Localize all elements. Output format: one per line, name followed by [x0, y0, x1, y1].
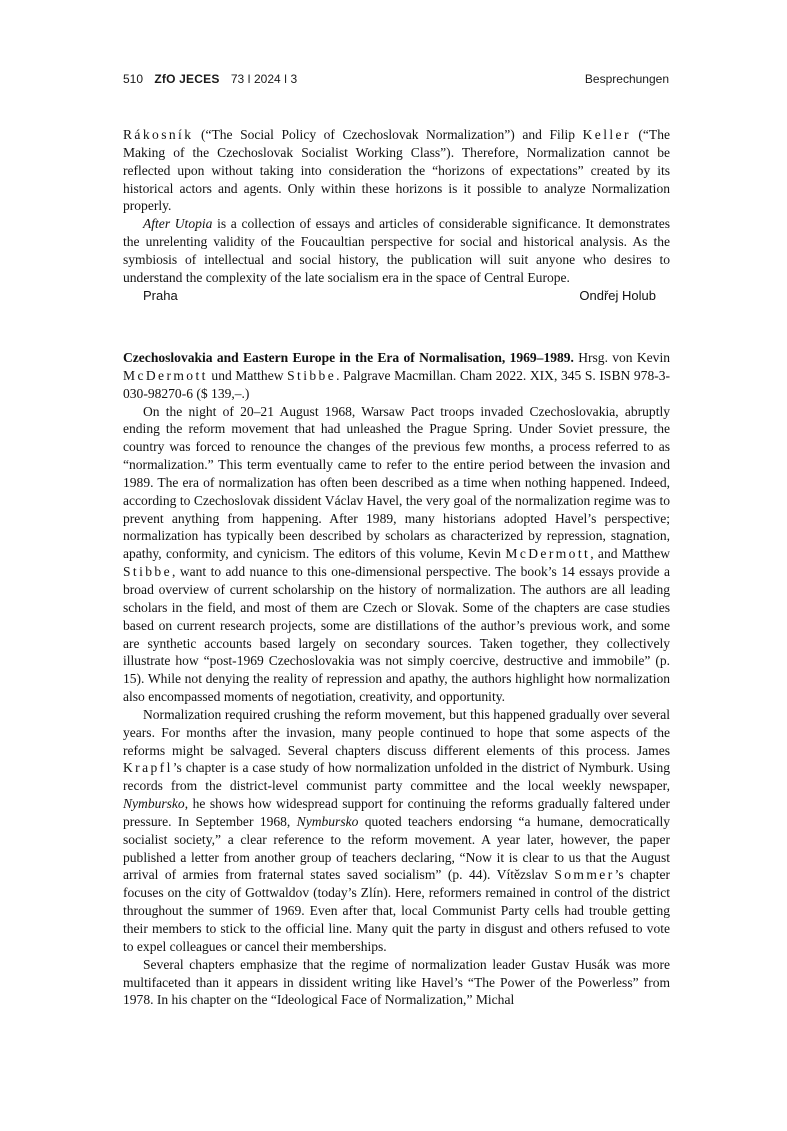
paragraph: After Utopia is a collection of essays and articles of considerable significance. It demonstrates the unrelenting validity of the Foucaultian perspective for social and historical analysis. As the symbiosis of intellectual and social history, the publication will suit anyone who desires to understand the complexity of the late socialism era in the space of Central Europe. — [123, 216, 670, 285]
paragraph: Rákosník (“The Social Policy of Czechoslovak Normalization”) and Filip Keller (“The Making of the Czechoslovak Socialist Working Class”). Therefore, Normalization cannot be reflected upon without taking into consideration the “horizons of expectations” created by its historical actors and agents. Only within these horizons is it possible to analyze Normalization properly. — [123, 127, 670, 214]
page-number: 510 — [123, 72, 144, 86]
review-2 — [123, 349, 670, 1009]
editor-name: McDermott — [123, 367, 208, 383]
paragraph: Normalization required crushing the reform movement, but this happened gradually over several years. For months after the invasion, many people continued to hope that some aspects of the reforms might be salvaged. Several chapters discuss different elements of this process. James Krapfl’s chapter is a case study of how normalization unfolded in the district of Nymburk. Using records from the district-level communist party committee and the local weekly newspaper, Nymbursko, he shows how widespread support for continuing the reforms gradually faltered under pressure. In September 1968, Nymbursko quoted teachers endorsing “a humane, democratically socialist society,” a clear reference to the reform movement. A year later, however, the paper published a letter from another group of teachers declaring, “Now it is clear to us that the August arrival of armies from fraternal states saved socialism” (p. 44). Vítězslav Sommer’s chapter focuses on the city of Gottwaldov (today’s Zlín). Here, reformers remained in control of the district throughout the summer of 1969. Even after that, local Communist Party cells had trouble getting their members to stick to the official line. Many quit the party in disgust and others refused to vote to expel colleagues or cancel their memberships. — [123, 706, 670, 954]
author-name: Keller — [582, 127, 631, 142]
editor-name: Stibbe — [287, 367, 337, 383]
reviewer-place: Praha — [143, 287, 178, 303]
newspaper-title: Nymbursko — [296, 813, 359, 829]
author-name: Rákosník — [123, 127, 194, 142]
journal-issue: 73 ǀ 2024 ǀ 3 — [230, 72, 298, 86]
review-signature — [123, 287, 670, 305]
author-name: Krapfl — [123, 760, 173, 776]
editor-name: Stibbe — [123, 564, 173, 580]
newspaper-title: Nymbursko — [123, 796, 185, 812]
bibliographic-entry: Czechoslovakia and Eastern Europe in the Era of Normalisation, 1969–1989. Hrsg. von Kevin McDermott und Matthew Stibbe. Palgrave Macmillan. Cham 2022. XIX, 345 S. ISBN 978-3-030-98270-6 ($ 139,–.) — [123, 350, 671, 401]
journal-name: ZfO JECES — [154, 72, 220, 86]
header-left — [123, 72, 305, 86]
author-name: Sommer — [554, 867, 615, 883]
book-title: After Utopia — [143, 216, 213, 232]
paragraph: Several chapters emphasize that the regime of normalization leader Gustav Husák was more multifaceted than it appears in dissident writing like Havel’s “The Power of the Powerless” from 1978. In his chapter on the “Ideological Face of Normalization,” Michal — [123, 956, 670, 1008]
running-header — [123, 72, 669, 90]
editor-name: McDermott — [505, 546, 591, 562]
review-1-end — [123, 126, 670, 305]
reviewer-name: Ondřej Holub — [579, 287, 656, 303]
paragraph: On the night of 20–21 August 1968, Warsaw Pact troops invaded Czechoslovakia, abruptly ending the reform movement that had unleashed the Prague Spring. Under Soviet pressure, the country was forced to renounce the changes of the previous few months, a process referred to as “normalization.” This term eventually came to refer to the entire period between the invasion and 1989. The era of normalization has often been described as a time when nothing happened. Indeed, according to Czechoslovak dissident Václav Havel, the very goal of the normalization regime was to prevent anything from happening. After 1989, many historians adopted Havel’s perspective; normalization has typically been described by scholars as characterized by repression, stagnation, apathy, conformity, and cynicism. The editors of this volume, Kevin McDermott, and Matthew Stibbe, want to add nuance to this one-dimensional perspective. The book’s 14 essays provide a broad overview of current scholarship on the history of normalization. The authors are all leading scholars in the field, and most of them are Czech or Slovak. Some of the chapters are case studies based on current research projects, some are distillations of the author’s previous work, and some are synthetic accounts based largely on secondary sources. Taken together, they collectively illustrate how “post-1969 Czechoslovakia was not simply coercive, destructive and immobile” (p. 15). While not denying the reality of repression and apathy, the authors highlight how normalization also encompassed moments of negotiation, creativity, and opportunity. — [123, 403, 670, 705]
section-name: Besprechungen — [584, 72, 669, 86]
reviewed-book-title: Czechoslovakia and Eastern Europe in the Era of Normalisation, 1969–1989. — [123, 350, 574, 365]
